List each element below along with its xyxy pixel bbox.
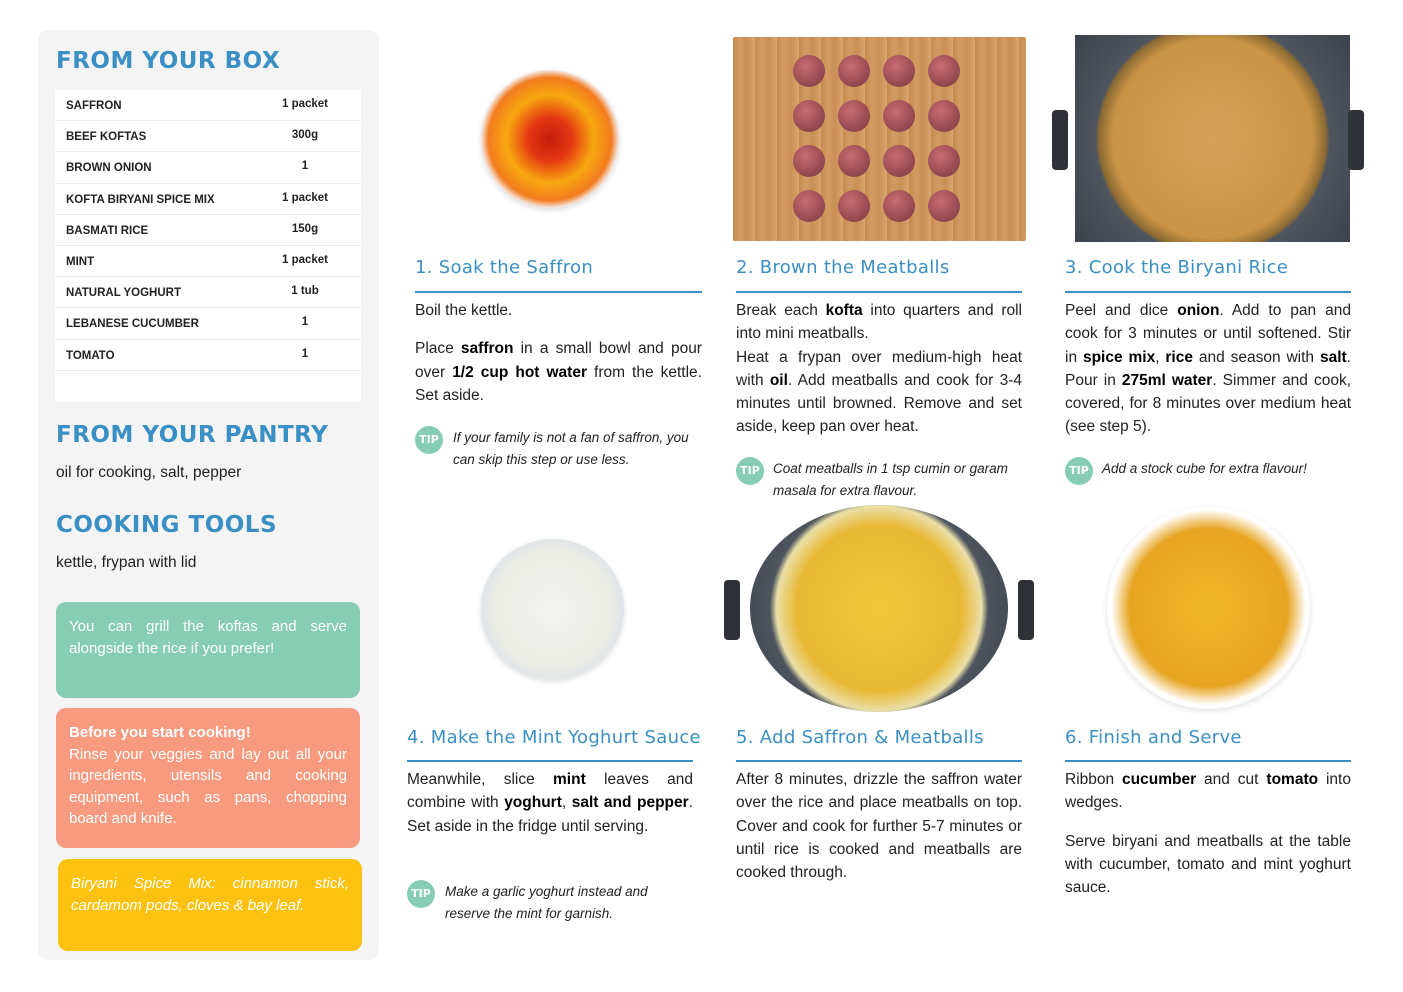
from-your-pantry-title: FROM YOUR PANTRY [56, 422, 329, 448]
ingredient-qty: 1 tub [291, 285, 319, 298]
ingredient-qty: 1 [301, 160, 309, 173]
before-cooking-body: Rinse your veggies and lay out all your ingredients, utensils and cooking equipment, such as pans, chopping board and knife. [69, 745, 347, 827]
ingredient-row [55, 246, 361, 277]
step-3-text: Peel and dice onion. Add to pan and cook for 3 minutes or until softened. Stir in spice mix, rice and season with salt. Pour in 275ml water. Simmer and cook, covered, for 8 minutes over medium heat (see step 5). [1065, 302, 1351, 436]
meatball [883, 145, 915, 177]
ingredient-row [55, 184, 361, 215]
ingredients-sidebar [38, 30, 379, 960]
step-1-text [415, 299, 702, 422]
meatball [793, 55, 825, 87]
ingredient-qty: 1 packet [281, 253, 329, 266]
saffron-bowl-image [481, 70, 619, 208]
meatball [883, 100, 915, 132]
meatball [793, 100, 825, 132]
before-cooking-note [56, 708, 360, 848]
ingredient-row [55, 277, 361, 308]
step-5-title: 5. Add Saffron & Meatballs [736, 727, 984, 748]
ingredient-qty: 1 packet [281, 98, 329, 110]
meatball [838, 190, 870, 222]
rice-pan-image [1075, 35, 1350, 242]
ingredient-qty: 1 packet [281, 191, 329, 204]
meatball [838, 145, 870, 177]
pantry-items: oil for cooking, salt, pepper [56, 464, 242, 481]
step-4-title: 4. Make the Mint Yoghurt Sauce [407, 727, 701, 748]
ingredient-qty: 1 [301, 347, 309, 360]
ingredient-row [55, 215, 361, 246]
meatball [793, 145, 825, 177]
cooking-tools-list: kettle, frypan with lid [56, 554, 197, 571]
pan-handle [1348, 110, 1364, 170]
tip-icon: TIP [1065, 457, 1093, 485]
step-2-divider [736, 291, 1022, 293]
step-1-para: Place saffron in a small bowl and pour over 1/2 cup hot water from the kettle. Set aside. [415, 340, 702, 404]
meatballs-board-image [733, 37, 1026, 241]
pan-handle [724, 580, 740, 640]
pan-handle [1052, 110, 1068, 170]
served-plate-image [1107, 506, 1310, 709]
ingredient-qty: 150g [291, 222, 319, 235]
step-2-title: 2. Brown the Meatballs [736, 257, 950, 278]
step-4-text: Meanwhile, slice mint leaves and combine with yoghurt, salt and pepper. Set aside in the fridge until serving. [407, 771, 693, 835]
step-6-divider [1065, 760, 1351, 762]
ingredient-name: BASMATI RICE [66, 224, 149, 237]
ingredient-name: BROWN ONION [66, 162, 152, 175]
step-2-tip: Coat meatballs in 1 tsp cumin or garam masala for extra flavour. [773, 461, 1008, 498]
step-1-para: Boil the kettle. [415, 302, 513, 319]
from-your-box-title: FROM YOUR BOX [56, 48, 281, 74]
meatball [928, 100, 960, 132]
ingredient-row [55, 90, 361, 121]
step-3-divider [1065, 291, 1351, 293]
meatball [883, 55, 915, 87]
ingredients-table [55, 90, 361, 402]
ingredient-name: NATURAL YOGHURT [66, 287, 181, 300]
step-5-divider [736, 760, 1022, 762]
before-cooking-heading: Before you start cooking! [69, 724, 251, 741]
step-4-tip: Make a garlic yoghurt instead and reserve the mint for garnish. [445, 884, 648, 921]
meatball [793, 190, 825, 222]
tip-icon: TIP [736, 457, 764, 485]
cooking-tools-title: COOKING TOOLS [56, 512, 278, 538]
pan-handle [1018, 580, 1034, 640]
step-3-tip: Add a stock cube for extra flavour! [1102, 461, 1307, 476]
biryani-pan-image [750, 505, 1008, 712]
ingredient-name: TOMATO [66, 349, 115, 362]
meatball [838, 100, 870, 132]
meatball [928, 145, 960, 177]
step-5-text: After 8 minutes, drizzle the saffron water over the rice and place meatballs on top. Cover and cook for further 5-7 minutes or until rice is cooked and meatballs are cooked through. [736, 771, 1022, 882]
ingredient-name: SAFFRON [66, 100, 122, 112]
step-3-title: 3. Cook the Biryani Rice [1065, 257, 1289, 278]
meatball [928, 190, 960, 222]
ingredient-name: KOFTA BIRYANI SPICE MIX [66, 193, 215, 206]
tip-icon: TIP [415, 426, 443, 454]
step-2-text: Break each kofta into quarters and roll into mini meatballs. Heat a frypan over medium-high heat with oil. Add meatballs and cook for 3-4 minutes until browned. Remove and set aside, keep pan over heat. [736, 302, 1022, 436]
step-6-title: 6. Finish and Serve [1065, 727, 1242, 748]
ingredient-qty: 1 [301, 316, 309, 329]
ingredient-name: BEEF KOFTAS [66, 131, 147, 144]
step-1-tip: If your family is not a fan of saffron, you can skip this step or use less. [453, 430, 689, 467]
ingredient-name: LEBANESE CUCUMBER [66, 318, 199, 331]
ingredient-name: MINT [66, 255, 95, 268]
ingredient-row [55, 308, 361, 339]
step-6-text [1065, 768, 1351, 914]
yoghurt-bowl-image [481, 539, 624, 679]
spice-mix-note: Biryani Spice Mix: cinnamon stick, cardamom pods, cloves & bay leaf. [58, 859, 362, 951]
ingredient-qty: 300g [291, 129, 319, 142]
meatball [883, 190, 915, 222]
step-6-para: Serve biryani and meatballs at the table with cucumber, tomato and mint yoghurt sauce. [1065, 832, 1351, 897]
grill-tip-note: You can grill the koftas and serve alongside the rice if you prefer! [56, 602, 360, 698]
meatball [838, 55, 870, 87]
step-1-title: 1. Soak the Saffron [415, 257, 594, 278]
step-1-divider [415, 291, 702, 293]
ingredient-row [55, 340, 361, 371]
step-4-divider [407, 760, 693, 762]
ingredient-row [55, 152, 361, 183]
step-6-para: Ribbon cucumber and cut tomato into wedges. [1065, 771, 1351, 812]
tip-icon: TIP [407, 880, 435, 908]
ingredient-row [55, 121, 361, 152]
meatball [928, 55, 960, 87]
